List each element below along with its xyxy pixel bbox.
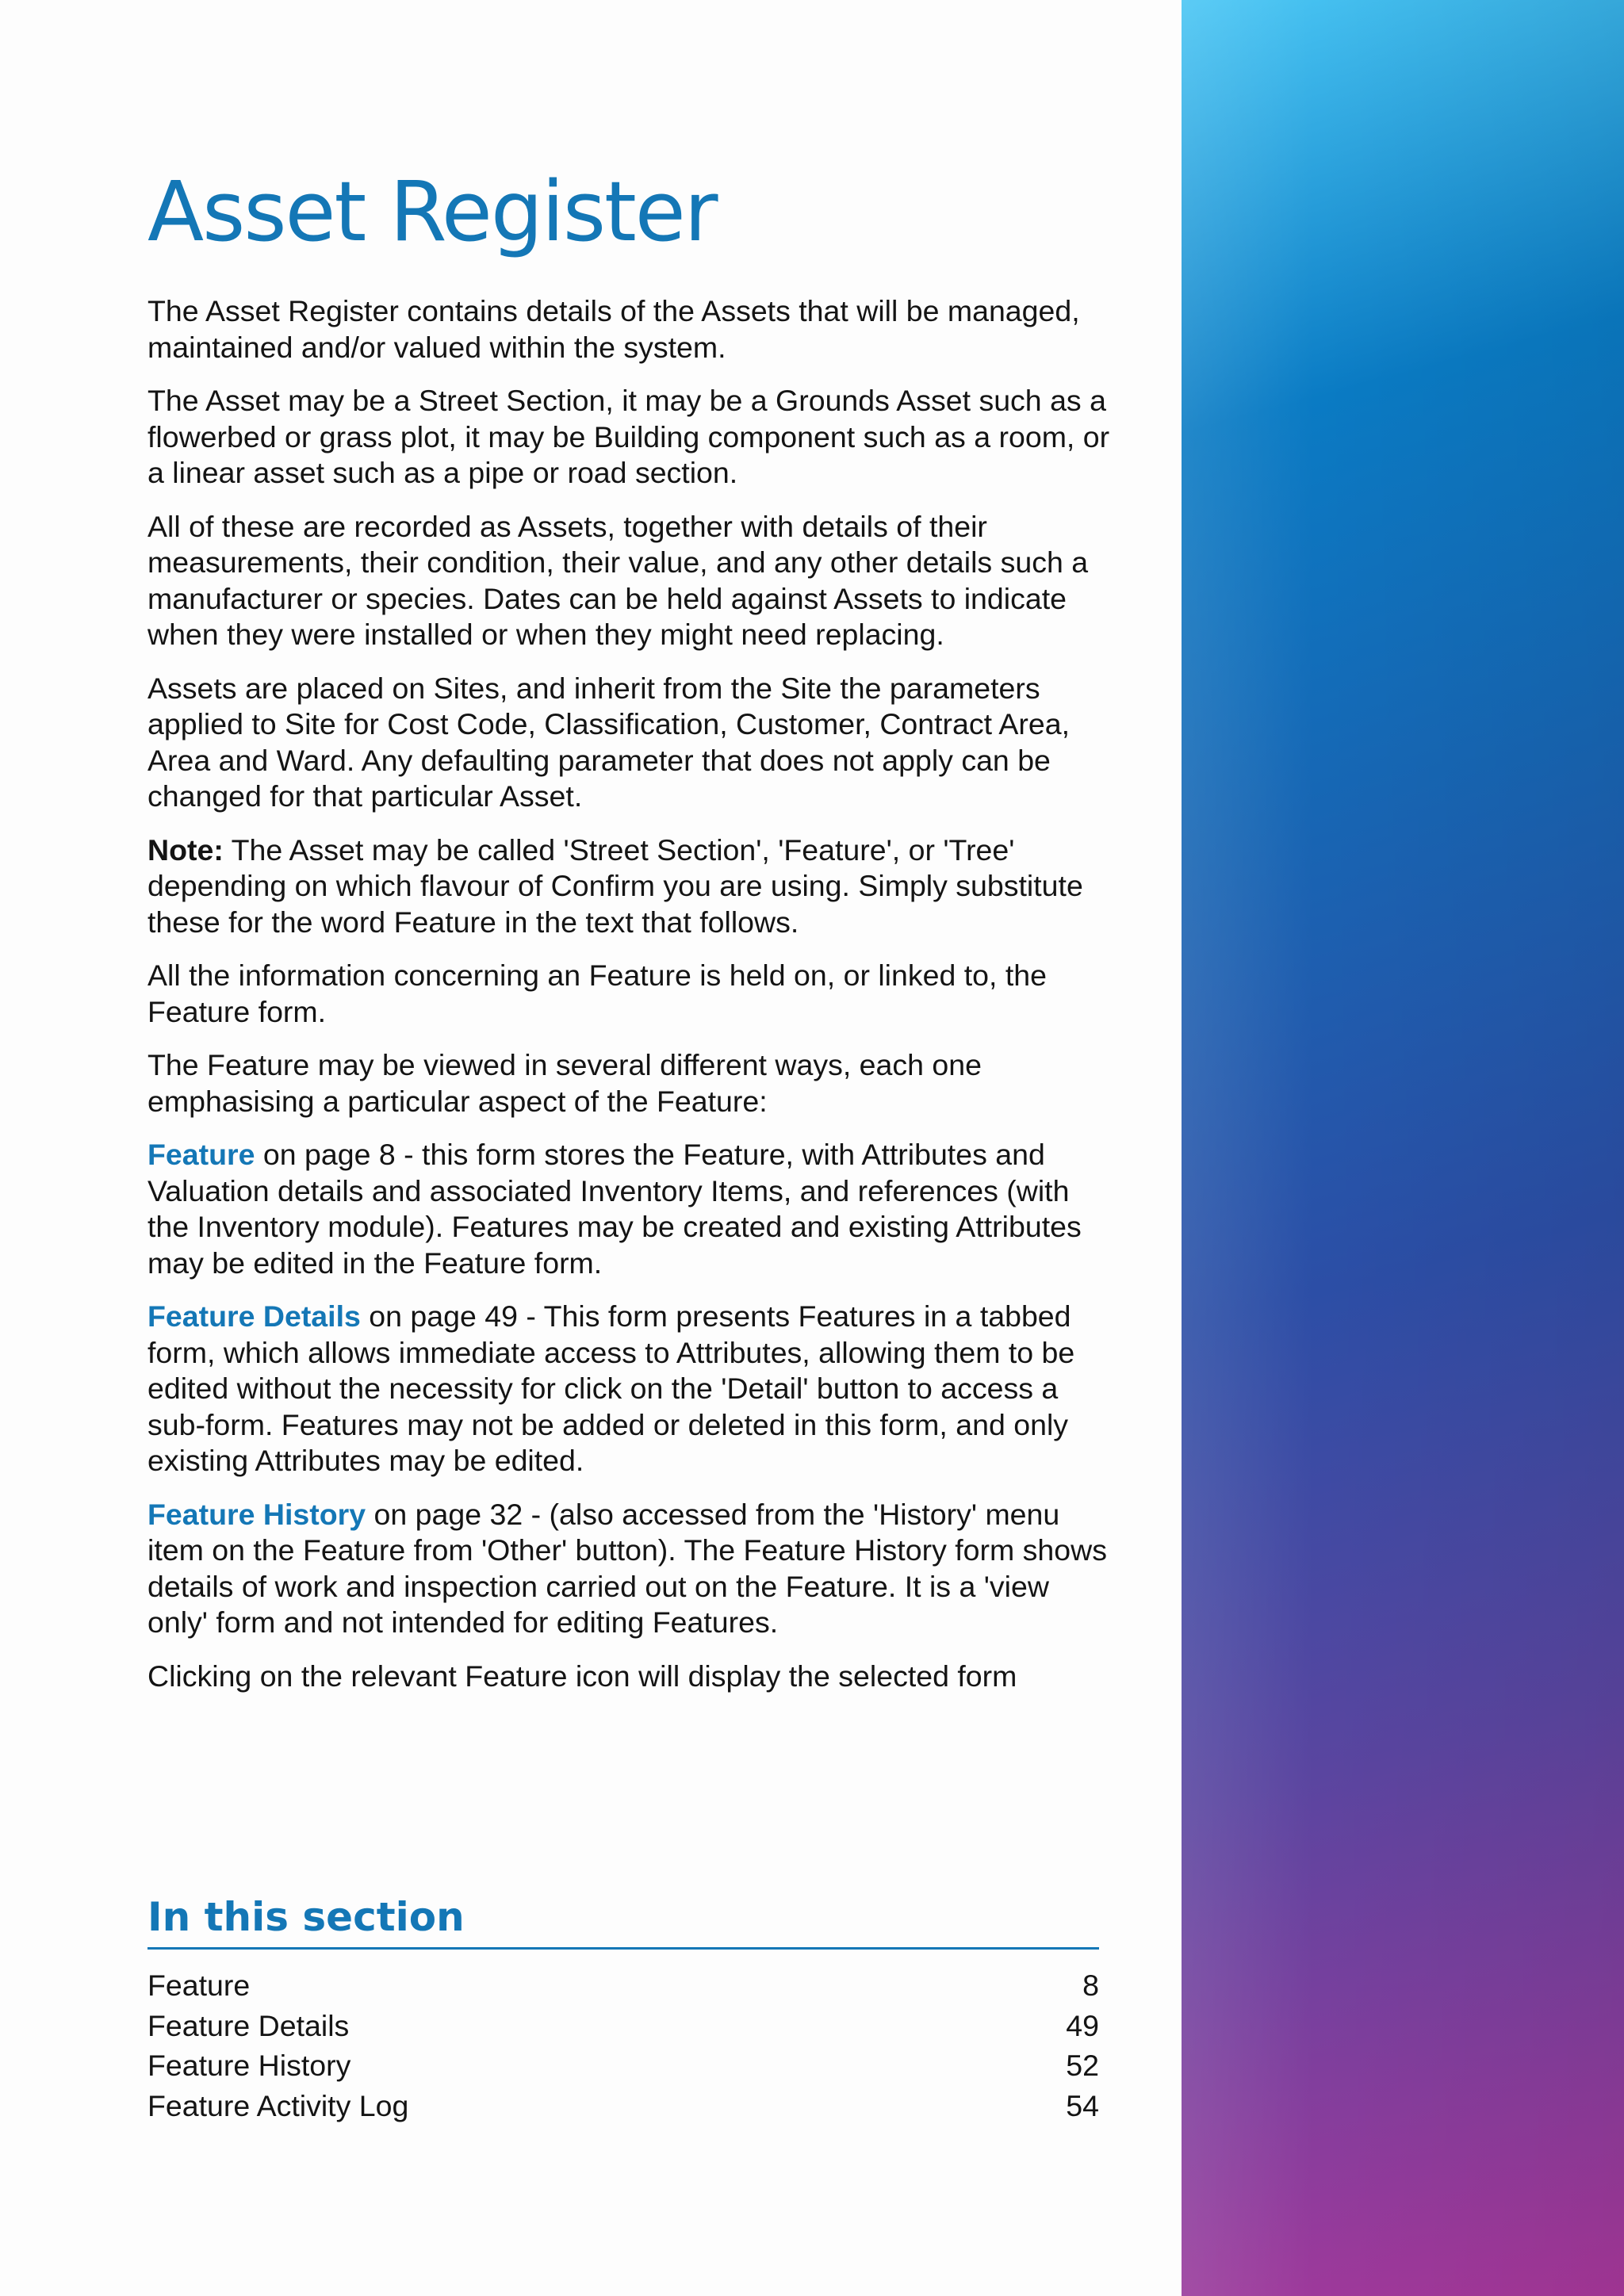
toc-item-feature[interactable] [147,1965,1099,2006]
note-label: Note: [147,832,224,867]
toc-page: 52 [1066,2049,1099,2082]
feature-details-link[interactable]: Feature Details [147,1299,361,1334]
toc-label: Feature [147,1969,251,2002]
toc-label: Feature Activity Log [147,2088,409,2122]
feature-details-description: on page 49 - This form presents Features in a tabbed form, which allows immediate access to Attributes, allowing them to be edited without the necessity for click on the 'Detail' button to access a sub-form. Features may not be added or deleted in this form, and only existing Attributes may be edited. [147,1299,1075,1478]
feature-link[interactable]: Feature [147,1138,255,1172]
paragraph-feature [147,1137,1115,1281]
toc-label: Feature History [147,2049,351,2082]
toc-item-feature-details[interactable] [147,2006,1099,2046]
paragraph-recorded-assets: All of these are recorded as Assets, together with details of their measurements, their condition, their value, and any other details such a manufacturer or species. Dates can be held against Assets to indicate when they were installed or when they might need replacing. [147,509,1089,652]
feature-history-link[interactable]: Feature History [147,1497,366,1531]
section-title: In this section [147,1893,1099,1950]
paragraph-views: The Feature may be viewed in several different ways, each one emphasising a particular aspect of the Feature: [147,1048,982,1118]
paragraph-asset-types: The Asset may be a Street Section, it may be a Grounds Asset such as a flowerbed or grass plot, it may be Building component such as a room, or a linear asset such as a pipe or road section. [147,384,1110,490]
feature-description: on page 8 - this form stores the Feature, with Attributes and Valuation details and associated Inventory Items, and references (with the Inventory module). Features may be created and existing Attributes may be edited in the Feature form. [147,1138,1082,1280]
toc-page: 54 [1066,2088,1099,2122]
paragraph-feature-details [147,1299,1115,1479]
toc-item-feature-activity-log[interactable] [147,2086,1099,2126]
toc-page: 49 [1066,2008,1099,2042]
feature-history-description: on page 32 - (also accessed from the 'History' menu item on the Feature from 'Other' button). The Feature History form shows details of work and inspection carried out on the Feature. It is a 'view only' form and not intended for editing Features. [147,1497,1107,1640]
paragraph-sites: Assets are placed on Sites, and inherit from the Site the parameters applied to Site for Cost Code, Classification, Customer, Contract Area, Area and Ward. Any defaulting parameter that does not apply can be changed for that particular Asset. [147,671,1071,813]
decorative-gradient-band [1182,0,1624,2296]
paragraph-feature-history [147,1497,1115,1641]
page-title: Asset Register [147,163,717,260]
toc-label: Feature Details [147,2008,350,2042]
section-toc [147,1965,1099,2126]
paragraph-feature-form: All the information concerning an Feature is held on, or linked to, the Feature form. [147,959,1047,1028]
main-content [147,163,1115,1712]
paragraph-clicking: Clicking on the relevant Feature icon will display the selected form [147,1659,1017,1693]
paragraph-note [147,832,1115,941]
toc-page: 8 [1082,1969,1099,2002]
toc-item-feature-history[interactable] [147,2045,1099,2086]
in-this-section [147,1893,1099,2126]
note-text: The Asset may be called 'Street Section', 'Feature', or 'Tree' depending on which flavour of Confirm you are using. Simply substitute these for the word Feature in the text that follows. [147,832,1083,939]
paragraph-intro: The Asset Register contains details of the Assets that will be managed, maintained and/or valued within the system. [147,294,1080,364]
